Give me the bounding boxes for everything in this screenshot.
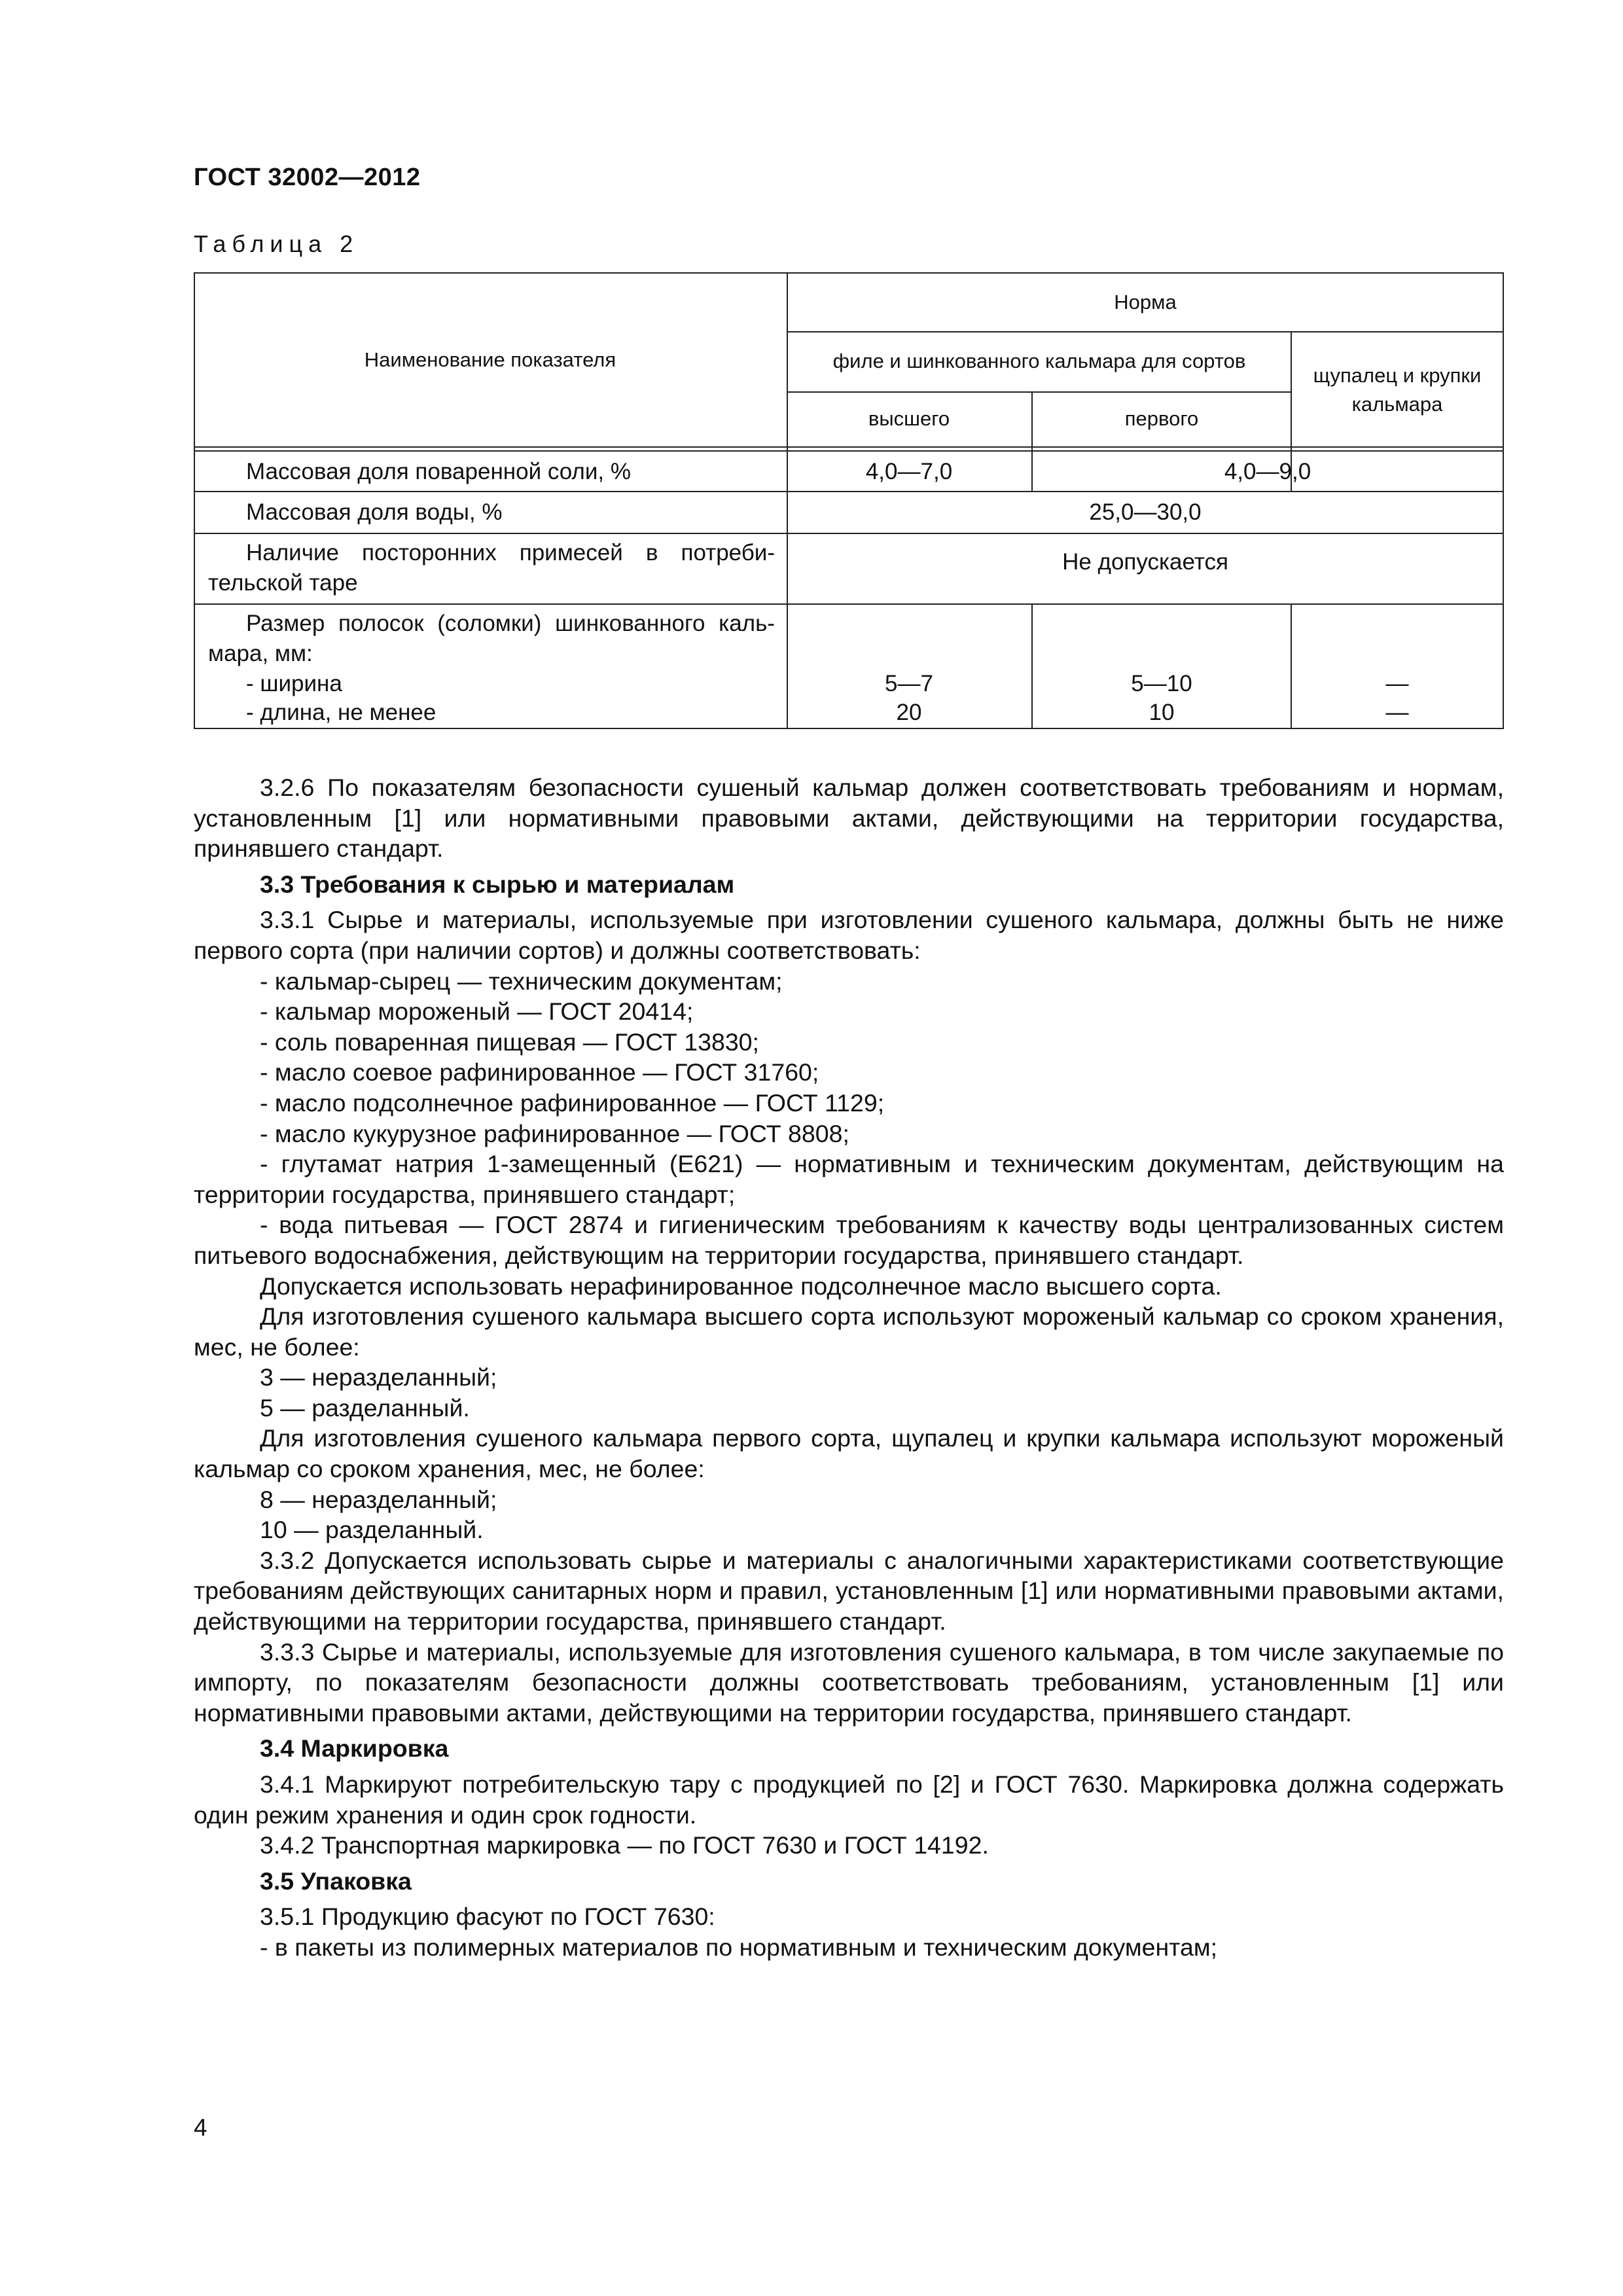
row-impurities-label-2: тельской таре <box>208 570 358 596</box>
list-item: - масло соевое рафинированное — ГОСТ 31760; <box>260 1058 819 1086</box>
paragraph-3-3-1: 3.3.1 Сырье и материалы, используемые при изготовлении сушеного кальмара, должны быть не ниже первого сорта (при наличии сортов) и должны соответствовать: <box>194 906 1504 964</box>
list-item: - масло подсолнечное рафинированное — ГОСТ 1129; <box>260 1088 885 1117</box>
list-item: - кальмар мороженый — ГОСТ 20414; <box>260 997 694 1026</box>
paragraph-3-3-2: 3.3.2 Допускается использовать сырье и материалы с аналогичными характеристиками соответствующие требованиям действующих санитарных норм и правил, установленным [1] или нормативными правовыми актами, действующими на территории государства, принявшего стандарт. <box>194 1546 1504 1636</box>
list-item: - вода питьевая — ГОСТ 2874 и гигиеническим требованиям к качеству воды централизованных систем питьевого водоснабжения, действующим на территории государства, принявшего стандарт. <box>194 1211 1504 1269</box>
row-strips-width-high: 5—7 <box>885 671 933 696</box>
row-strips-label-2: мара, мм: <box>208 641 313 666</box>
row-salt-rest: 4,0—9,0 <box>1224 459 1311 484</box>
row-salt-high: 4,0—7,0 <box>865 459 953 484</box>
row-strips-length-label: - длина, не менее <box>246 700 437 725</box>
paragraph-3-4-1: 3.4.1 Маркируют потребительскую тару с продукцией по [2] и ГОСТ 7630. Маркировка должна содержать один режим хранения и один срок годности. <box>194 1770 1504 1829</box>
list-item: - в пакеты из полимерных материалов по нормативным и техническим документам; <box>260 1933 1218 1961</box>
paragraph-high-grade: Для изготовления сушеного кальмара высшего сорта используют мороженый кальмар со сроком хранения, мес, не более: <box>194 1302 1504 1361</box>
list-item: 3 — неразделанный; <box>260 1363 497 1391</box>
row-strips-length-first: 10 <box>1149 700 1175 725</box>
paragraph-3-2-6: 3.2.6 По показателям безопасности сушеный кальмар должен соответствовать требованиям и нормам, установленным [1] или нормативными правовыми актами, действующими на территории государства, принявшего стандарт. <box>194 774 1504 863</box>
row-water-value: 25,0—30,0 <box>1089 499 1202 525</box>
row-strips-label-1: Размер полосок (соломки) шинкованного каль- <box>246 611 775 636</box>
header-norm: Норма <box>1114 291 1177 314</box>
document-body <box>194 772 1504 1963</box>
header-grade-first: первого <box>1124 407 1199 430</box>
section-heading-3-3: 3.3 Требования к сырью и материалам <box>260 870 735 898</box>
paragraph-3-3-3: 3.3.3 Сырье и материалы, используемые для изготовления сушеного кальмара, в том числе закупаемые по импорту, по показателям безопасности должны соответствовать требованиям, установленным [1] или нормативными правовыми актами, действующими на территории государства, принявшего стандарт. <box>194 1638 1504 1727</box>
list-item: - масло кукурузное рафинированное — ГОСТ 8808; <box>260 1119 849 1147</box>
row-strips-length-high: 20 <box>896 700 922 725</box>
header-grade-high: высшего <box>868 407 950 430</box>
list-item: - глутамат натрия 1-замещенный (Е621) — нормативным и техническим документам, действующим на территории государства, принявшего стандарт; <box>194 1150 1504 1208</box>
list-item: 8 — неразделанный; <box>260 1485 497 1513</box>
paragraph-oil: Допускается использовать нерафинированное подсолнечное масло высшего сорта. <box>260 1272 1222 1300</box>
row-impurities-value: Не допускается <box>1062 549 1228 575</box>
list-item: 10 — разделанный. <box>260 1516 484 1544</box>
row-strips-width-label: - ширина <box>246 671 342 696</box>
header-tentacles: щупалец и крупки кальмара <box>1313 364 1482 416</box>
table-caption: Таблица 2 <box>194 230 359 257</box>
section-heading-3-5: 3.5 Упаковка <box>260 1867 412 1895</box>
header-indicator: Наименование показателя <box>364 348 616 371</box>
row-salt-label: Массовая доля поваренной соли, % <box>246 459 631 484</box>
norms-table <box>194 272 1504 729</box>
section-heading-3-4: 3.4 Маркировка <box>260 1734 449 1763</box>
list-item: - кальмар-сырец — техническим документам; <box>260 967 783 995</box>
paragraph-first-grade: Для изготовления сушеного кальмара первого сорта, щупалец и крупки кальмара используют мороженый кальмар со сроком хранения, мес, не более: <box>194 1424 1504 1483</box>
list-item: - соль поваренная пищевая — ГОСТ 13830; <box>260 1028 759 1056</box>
paragraph-3-4-2: 3.4.2 Транспортная маркировка — по ГОСТ 7630 и ГОСТ 14192. <box>260 1831 989 1859</box>
page-number: 4 <box>194 2114 207 2141</box>
header-fillet-group: филе и шинкованного кальмара для сортов <box>832 350 1246 372</box>
paragraph-3-5-1: 3.5.1 Продукцию фасуют по ГОСТ 7630: <box>260 1903 715 1931</box>
row-impurities-label-1: Наличие посторонних примесей в потреби- <box>246 540 775 565</box>
document-title: ГОСТ 32002—2012 <box>194 164 421 191</box>
list-item: 5 — разделанный. <box>260 1393 470 1422</box>
row-strips-width-tentacles: — <box>1385 671 1409 696</box>
row-strips-length-tentacles: — <box>1385 700 1409 725</box>
row-water-label: Массовая доля воды, % <box>246 499 503 525</box>
row-strips-width-first: 5—10 <box>1131 671 1192 696</box>
